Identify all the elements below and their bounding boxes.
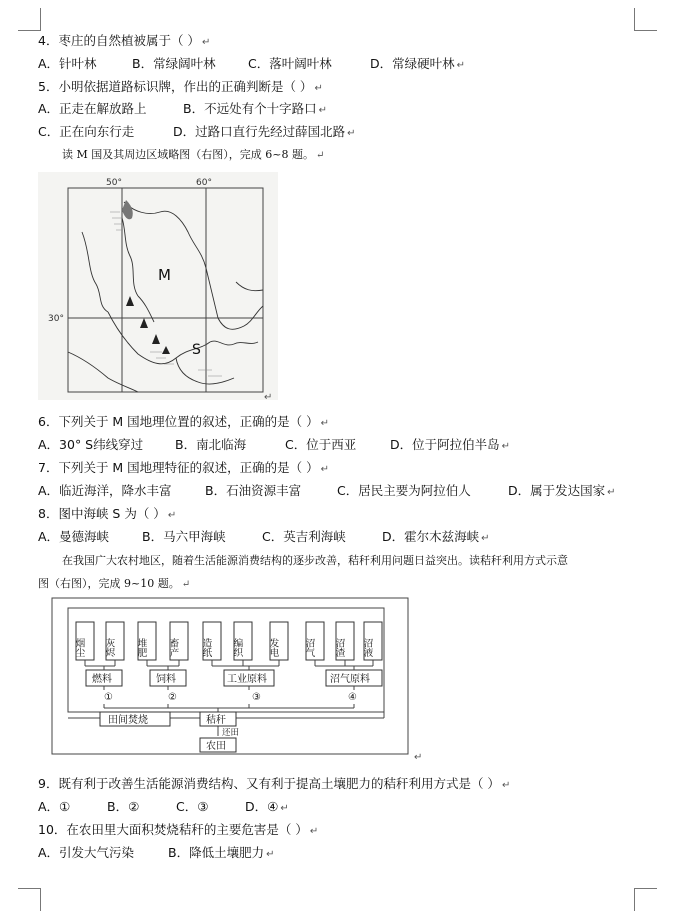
crop-mark-bottom-left (18, 888, 41, 911)
straw-utilization-diagram (46, 594, 416, 762)
question-8-option-a: A．曼德海峡 (38, 529, 110, 544)
intro-questions-9-10-line-1: 在我国广大农村地区，随着生活能源消费结构的逐步改善，秸秆利用问题日益突出。读秸秆利用方式示意 (62, 554, 568, 567)
farmland-label: 农田 (206, 741, 226, 752)
country-label-m: M (158, 266, 171, 284)
question-9-stem: 9．既有利于改善生活能源消费结构、又有利于提高土壤肥力的秸秆利用方式是（ ） ↵ (38, 776, 511, 791)
question-9-option-c: C．③ (176, 799, 209, 814)
question-8-option-c: C．英吉利海峡 (262, 529, 346, 544)
question-4-option-a: A．针叶林 (38, 56, 97, 71)
map-paragraph-mark: ↵ (264, 392, 273, 403)
return-field-label: 还田 (222, 728, 240, 738)
question-5-stem: 5．小明依据道路标识牌，作出的正确判断是（ ） ↵ (38, 79, 323, 94)
number-2: ② (168, 692, 177, 703)
question-6-option-a: A．30° S纬线穿过 (38, 437, 144, 452)
svg-text:沼气: 沼气 (303, 638, 315, 657)
field-burning-label: 田间焚烧 (108, 715, 148, 726)
question-9-option-d: D．④ ↵ (245, 799, 289, 814)
question-4-option-b: B．常绿阔叶林 (132, 56, 216, 71)
question-9-option-a: A．① (38, 799, 71, 814)
use-feed: 饲料 (156, 674, 176, 685)
number-1: ① (104, 692, 113, 703)
lat-label-30: 30° (48, 314, 64, 324)
svg-text:沼液: 沼液 (361, 638, 373, 657)
question-6-stem: 6．下列关于 M 国地理位置的叙述，正确的是（ ） ↵ (38, 414, 330, 429)
svg-text:发电: 发电 (267, 638, 279, 657)
question-10-stem: 10．在农田里大面积焚烧秸秆的主要危害是（ ） ↵ (38, 822, 319, 837)
use-biogas: 沼气原料 (330, 674, 370, 685)
intro-questions-9-10-line-2: 图（右图），完成 9~10 题。 ↵ (38, 577, 191, 590)
svg-text:编织: 编织 (231, 638, 243, 657)
lon-label-60: 60° (196, 178, 212, 188)
intro-questions-6-8: 读 M 国及其周边区域略图（右图），完成 6~8 题。 ↵ (62, 148, 325, 161)
use-industrial: 工业原料 (227, 674, 267, 685)
question-9-option-b: B．② (107, 799, 140, 814)
question-7-stem: 7．下列关于 M 国地理特征的叙述，正确的是（ ） ↵ (38, 460, 330, 475)
svg-text:堆肥: 堆肥 (135, 638, 147, 657)
svg-text:灰烬: 灰烬 (103, 638, 115, 657)
number-3: ③ (252, 692, 261, 703)
question-4-option-c: C．落叶阔叶林 (248, 56, 332, 71)
question-4-stem: 4．枣庄的自然植被属于（ ） ↵ (38, 33, 211, 48)
question-7-option-c: C．居民主要为阿拉伯人 (337, 483, 471, 498)
crop-mark-bottom-right (634, 888, 657, 911)
lon-label-50: 50° (106, 178, 122, 188)
svg-text:造纸: 造纸 (200, 638, 212, 657)
question-6-option-c: C．位于西亚 (285, 437, 357, 452)
question-10-option-a: A．引发大气污染 (38, 845, 135, 860)
svg-text:畜产: 畜产 (167, 638, 179, 657)
question-7-option-b: B．石油资源丰富 (205, 483, 302, 498)
question-8-option-d: D．霍尔木兹海峡 ↵ (382, 529, 490, 544)
question-6-option-d: D．位于阿拉伯半岛 ↵ (390, 437, 511, 452)
svg-text:烟尘: 烟尘 (73, 638, 85, 657)
question-10-option-b: B．降低土壤肥力 ↵ (168, 845, 275, 860)
question-7-option-a: A．临近海洋，降水丰富 (38, 483, 172, 498)
question-8-option-b: B．马六甲海峡 (142, 529, 226, 544)
number-4: ④ (348, 692, 357, 703)
use-fuel: 燃料 (92, 674, 112, 685)
question-8-stem: 8．图中海峡 S 为（ ） ↵ (38, 506, 177, 521)
question-5-option-c: C．正在向东行走 (38, 124, 135, 139)
crop-mark-top-left (18, 8, 41, 31)
straw-label: 秸秆 (206, 715, 226, 726)
diagram-paragraph-mark: ↵ (414, 752, 423, 763)
question-5-option-a: A．正走在解放路上 (38, 101, 147, 116)
svg-text:沼渣: 沼渣 (333, 638, 345, 657)
crop-mark-top-right (634, 8, 657, 31)
question-5-option-b: B．不远处有个十字路口 ↵ (183, 101, 327, 116)
middle-east-map (38, 172, 278, 400)
question-5-option-d: D．过路口直行先经过薛国北路 ↵ (173, 124, 356, 139)
question-4-option-d: D．常绿硬叶林 ↵ (370, 56, 466, 71)
question-6-option-b: B．南北临海 (175, 437, 247, 452)
strait-label-s: S (192, 342, 201, 358)
question-7-option-d: D．属于发达国家 ↵ (508, 483, 616, 498)
